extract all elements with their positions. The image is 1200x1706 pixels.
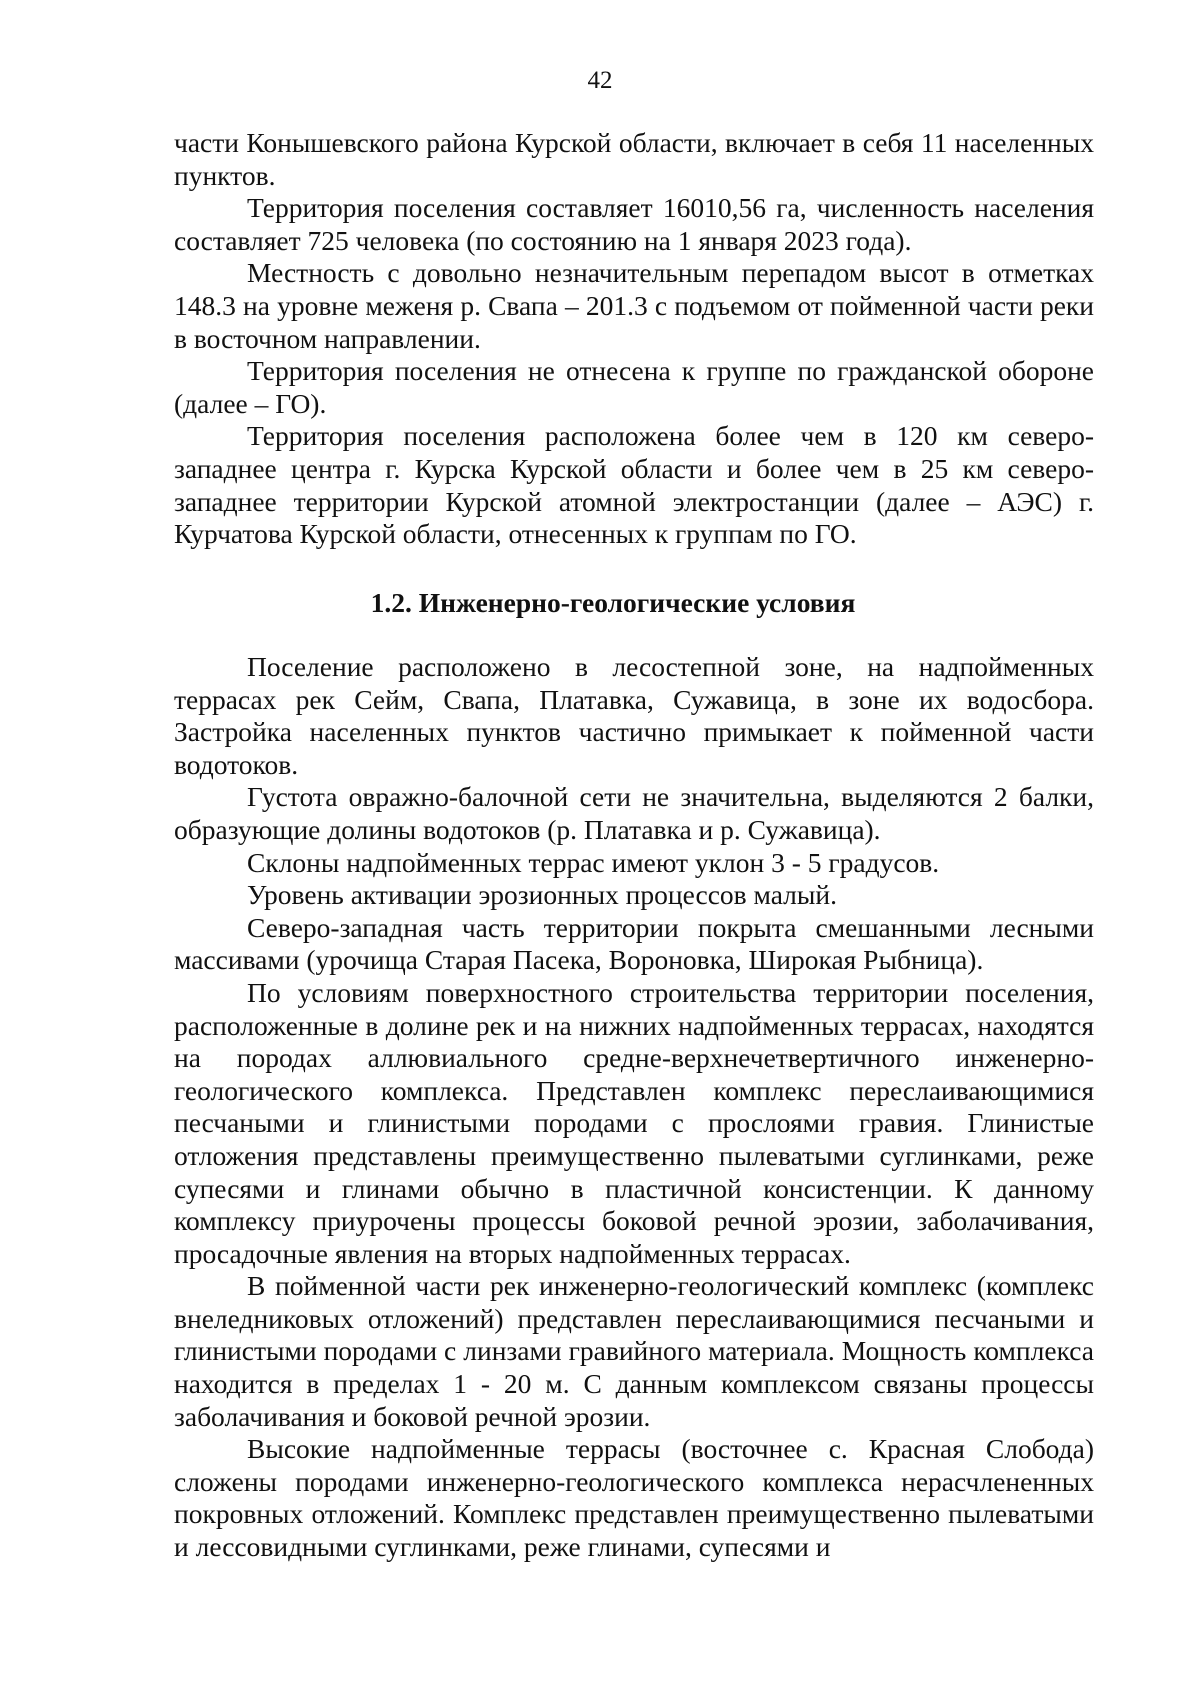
paragraph: Склоны надпойменных террас имеют уклон 3 - 5 градусов.: [247, 846, 940, 878]
paragraph: Территория поселения составляет 16010,56 га, численность населения составляет 725 человека (по состоянию на 1 января 2023 года).: [174, 192, 1094, 256]
page-number: 42: [587, 67, 613, 94]
section-2-text: [174, 651, 1094, 1564]
paragraph: Высокие надпойменные террасы (восточнее с. Красная Слобода) сложены породами инженерно-геологического комплекса нерасчлененных покровных отложений. Комплекс представлен преимущественно пылеватыми и лессовидными суглинками, реже глинами, супесями и: [174, 1433, 1094, 1563]
paragraph: Местность с довольно незначительным перепадом высот в отметках 148.3 на уровне меженя р. Свапа – 201.3 с подъемом от пойменной части реки в восточном направлении.: [174, 257, 1094, 354]
paragraph: Густота овражно-балочной сети не значительна, выделяются 2 балки, образующие долины водотоков (р. Платавка и р. Сужавица).: [174, 781, 1094, 845]
paragraph: части Конышевского района Курской области, включает в себя 11 населенных пунктов.: [174, 127, 1094, 191]
paragraph: Территория поселения не отнесена к группе по гражданской обороне (далее – ГО).: [174, 355, 1094, 419]
section-heading: 1.2. Инженерно-геологические условия: [370, 587, 856, 618]
paragraph: В пойменной части рек инженерно-геологический комплекс (комплекс внеледниковых отложений) представлен переслаивающимися песчаными и глинистыми породами с линзами гравийного материала. Мощность комплекса находится в пределах 1 - 20 м. С данным комплексом связаны процессы заболачивания и боковой речной эрозии.: [174, 1270, 1094, 1432]
paragraph: Уровень активации эрозионных процессов малый.: [247, 879, 837, 911]
paragraph: Поселение расположено в лесостепной зоне, на надпойменных террасах рек Сейм, Свапа, Платавка, Сужавица, в зоне их водосбора. Застройка населенных пунктов частично примыкает к пойменной части водотоков.: [174, 651, 1094, 780]
paragraph: Северо-западная часть территории покрыта смешанными лесными массивами (урочища Старая Пасека, Вороновка, Широкая Рыбница).: [174, 911, 1094, 976]
section-1-text: [174, 127, 1094, 551]
paragraph: По условиям поверхностного строительства территории поселения, расположенные в долине рек и на нижних надпойменных террасах, находятся на породах аллювиального средне-верхнечетвертичного инженерно-геологического комплекса. Представлен комплекс переслаивающимися песчаными и глинистыми породами с прослоями гравия. Глинистые отложения представлены преимущественно пылеватыми суглинками, реже супесями и глинами обычно в пластичной консистенции. К данному комплексу приурочены процессы боковой речной эрозии, заболачивания, просадочные явления на вторых надпойменных террасах.: [174, 976, 1094, 1269]
paragraph: Территория поселения расположена более чем в 120 км северо-западнее центра г. Курска Курской области и более чем в 25 км северо-западнее территории Курской атомной электростанции (далее – АЭС) г. Курчатова Курской области, отнесенных к группам по ГО.: [174, 420, 1094, 550]
